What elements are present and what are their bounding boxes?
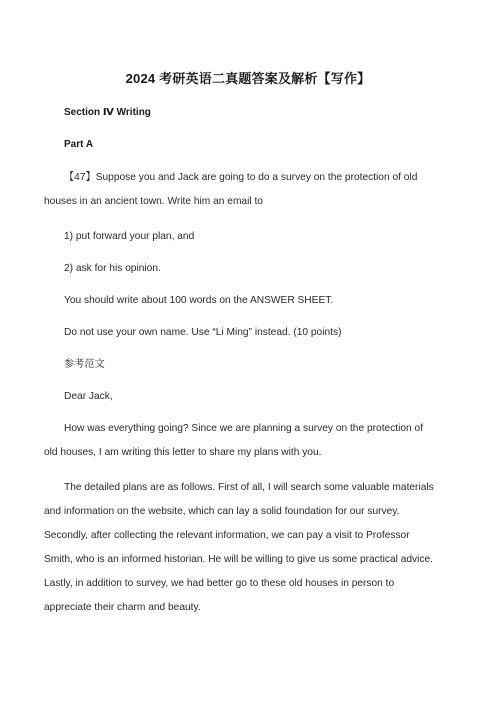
- letter-paragraph-1-line-2: old houses, I am writing this letter to share my plans with you.: [44, 447, 322, 458]
- question-line-1: 【47】Suppose you and Jack are going to do a survey on the protection of old: [64, 172, 418, 183]
- question-line-2: houses in an ancient town. Write him an email to: [44, 196, 263, 207]
- part-heading: Part A: [64, 139, 94, 150]
- letter-paragraph-1-line-1: How was everything going? Since we are planning a survey on the protection of: [64, 423, 424, 434]
- question-item-2: 2) ask for his opinion.: [64, 263, 161, 274]
- sample-label: 参考范文: [64, 359, 105, 370]
- letter-paragraph-2-line-5: Lastly, in addition to survey, we had better go to these old houses in person to: [44, 578, 395, 589]
- document-title: 2024 考研英语二真题答案及解析【写作】: [125, 71, 371, 86]
- letter-paragraph-2-line-3: Secondly, after collecting the relevant information, we can pay a visit to Professor: [44, 530, 410, 541]
- letter-paragraph-2-line-1: The detailed plans are as follows. First of all, I will search some valuable materials: [64, 482, 434, 493]
- section-heading: Section Ⅳ Writing: [64, 107, 151, 118]
- question-instruction-1: You should write about 100 words on the ANSWER SHEET.: [64, 295, 334, 306]
- question-instruction-2: Do not use your own name. Use “Li Ming” instead. (10 points): [64, 327, 342, 338]
- letter-paragraph-2-line-2: and information on the website, which can lay a solid foundation for our survey.: [44, 506, 400, 517]
- question-item-1: 1) put forward your plan, and: [64, 231, 195, 242]
- letter-greeting: Dear Jack,: [64, 391, 113, 402]
- letter-paragraph-2-line-4: Smith, who is an informed historian. He will be willing to give us some practical advice.: [44, 554, 433, 565]
- letter-paragraph-2-line-6: appreciate their charm and beauty.: [44, 602, 201, 613]
